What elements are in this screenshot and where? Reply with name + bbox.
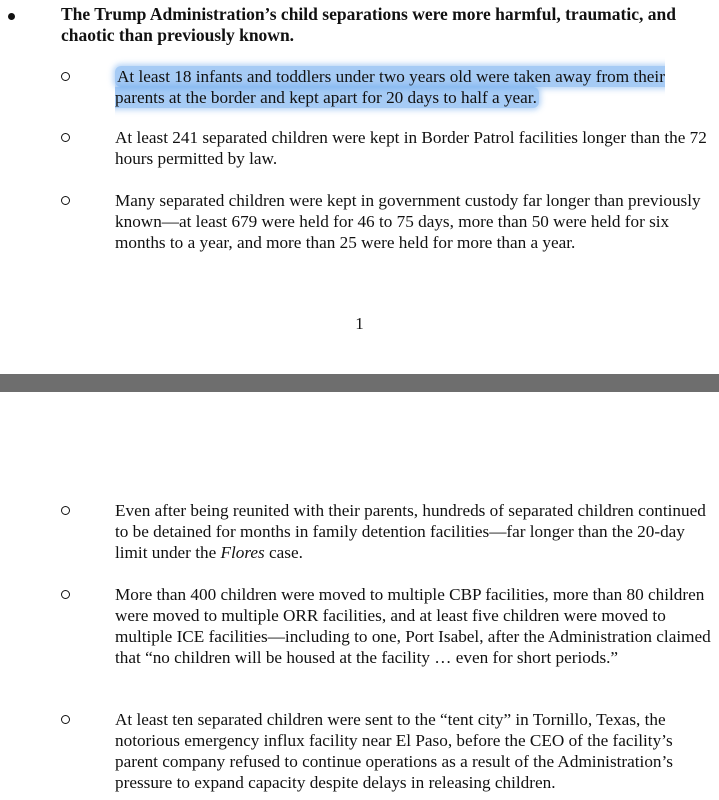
page-number: 1 — [355, 314, 364, 333]
circle-bullet-icon — [61, 196, 70, 205]
list-item-text: More than 400 children were moved to multiple CBP facilities, more than 80 children were moved to multiple ORR facilities, and at least five children were moved to multiple ICE facilities—including to one, Port Isabel, after the Administration claimed that “no children will be housed at the facility … even for short periods.” — [115, 585, 711, 667]
circle-bullet-icon — [61, 506, 70, 515]
highlighted-text: At least 18 infants and toddlers under two years old were taken away from their parents at the border and kept apart for 20 days to half a year. — [115, 67, 665, 107]
list-item-text: Even after being reunited with their parents, hundreds of separated children continued to be detained for months in family detention facilities—far longer than the 20-day limit under the Flores case. — [115, 501, 706, 562]
document-page-2 — [0, 392, 719, 800]
list-item-text — [115, 66, 715, 108]
list-item-text: At least 241 separated children were kept in Border Patrol facilities longer than the 72 hours permitted by law. — [115, 128, 707, 168]
list-item-text: At least ten separated children were sent to the “tent city” in Tornillo, Texas, the notorious emergency influx facility near El Paso, before the CEO of the facility’s parent company refused to continue operations as a result of the Administration’s pressure to expand capacity despite delays in releasing children. — [115, 710, 673, 792]
page-separator — [0, 374, 719, 392]
bullet-dot-icon — [8, 13, 15, 20]
circle-bullet-icon — [61, 72, 70, 81]
bullet-heading: The Trump Administration’s child separations were more harmful, traumatic, and chaotic than previously known. — [61, 4, 676, 45]
document-page-1 — [0, 0, 719, 374]
case-name: Flores — [220, 543, 265, 562]
list-item-text: Many separated children were kept in government custody far longer than previously known—at least 679 were held for 46 to 75 days, more than 50 were held for six months to a year, and more than 25 were held for more than a year. — [115, 191, 701, 252]
circle-bullet-icon — [61, 133, 70, 142]
circle-bullet-icon — [61, 590, 70, 599]
circle-bullet-icon — [61, 715, 70, 724]
